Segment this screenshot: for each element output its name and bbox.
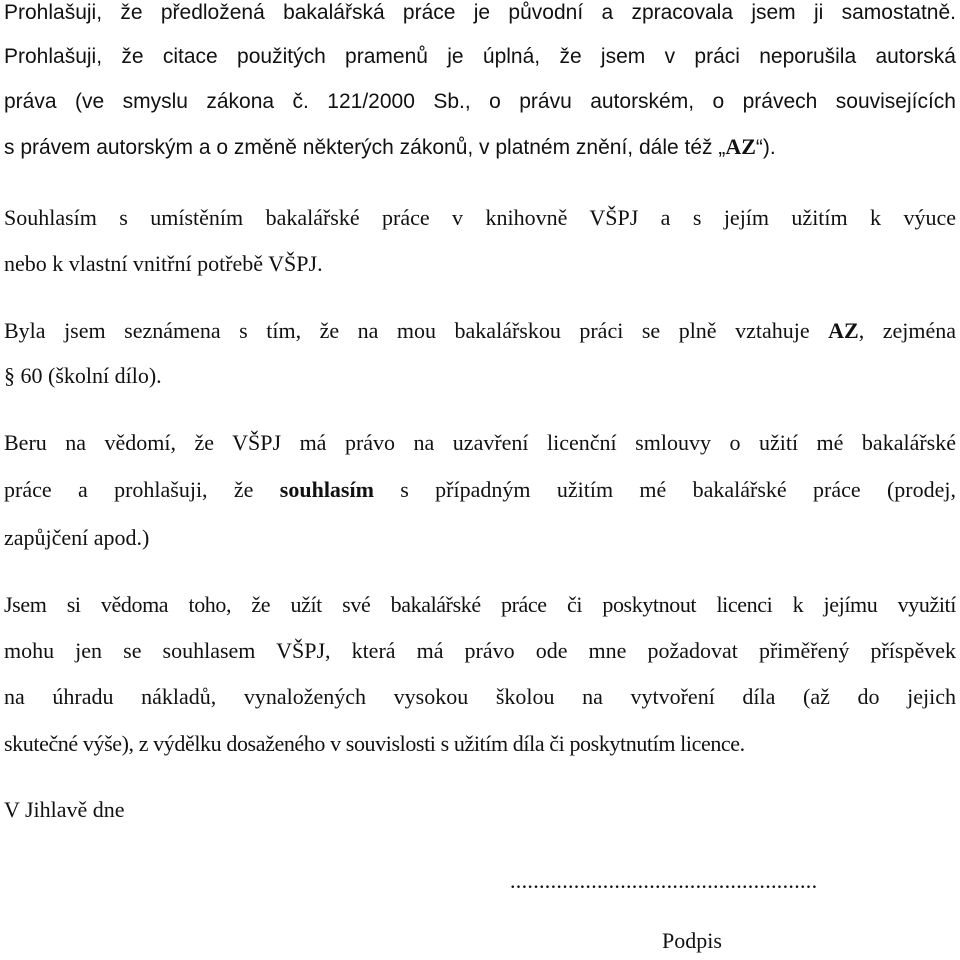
paragraph-3-text-end: , zejména xyxy=(858,318,956,343)
paragraph-5-line-2: mohu jen se souhlasem VŠPJ, která má právo ode mne požadovat přiměřený příspěvek xyxy=(4,638,956,663)
paragraph-4-text: práce a prohlašuji, že xyxy=(4,477,280,502)
paragraph-4-line-2 xyxy=(4,477,956,503)
paragraph-5-line-3: na úhradu nákladů, vynaložených vysokou školou na vytvoření díla (až do jejich xyxy=(4,684,956,709)
signature-line: ..................................................... xyxy=(510,868,818,893)
paragraph-4-line-3: zapůjčení apod.) xyxy=(4,525,150,550)
paragraph-2-line-1: Souhlasím s umístěním bakalářské práce v knihovně VŠPJ a s jejím užitím k výuce xyxy=(4,205,956,230)
paragraph-2-line-2: nebo k vlastní vnitřní potřebě VŠPJ. xyxy=(4,251,323,276)
paragraph-3-text: Byla jsem seznámena s tím, že na mou bakalářskou práci se plně vztahuje xyxy=(4,318,829,343)
paragraph-5-line-1: Jsem si vědoma toho, že užít své bakalářské práce či poskytnout licenci k jejímu využití xyxy=(4,592,956,617)
paragraph-5-line-4: skutečné výše), z výdělku dosaženého v souvislosti s užitím díla či poskytnutím licence. xyxy=(4,731,745,756)
paragraph-3-line-1 xyxy=(4,318,956,344)
paragraph-1-line-1: Prohlašuji, že předložená bakalářská práce je původní a zpracovala jsem ji samostatně. xyxy=(4,1,956,24)
paragraph-1-closing: “). xyxy=(755,136,776,159)
az-abbreviation: AZ xyxy=(725,134,756,159)
paragraph-1-line-4 xyxy=(4,134,956,161)
signature-label: Podpis xyxy=(662,928,722,953)
paragraph-3-line-2: § 60 (školní dílo). xyxy=(4,363,162,388)
paragraph-1-line-2: Prohlašuji, že citace použitých pramenů je úplná, že jsem v práci neporušila autorská xyxy=(4,45,956,68)
place-date-label: V Jihlavě dne xyxy=(4,797,125,822)
paragraph-1-line-3: práva (ve smyslu zákona č. 121/2000 Sb., o právu autorském, o právech souvisejících xyxy=(4,90,956,113)
paragraph-4-text-end: s případným užitím mé bakalářské práce (prodej, xyxy=(373,477,956,502)
paragraph-4-line-1: Beru na vědomí, že VŠPJ má právo na uzavření licenční smlouvy o užití mé bakalářské xyxy=(4,430,956,455)
agree-emphasis: souhlasím xyxy=(279,477,374,502)
paragraph-1-text: s právem autorským a o změně některých zákonů, v platném znění, dále též „ xyxy=(4,136,726,159)
az-abbreviation: AZ xyxy=(828,318,859,343)
